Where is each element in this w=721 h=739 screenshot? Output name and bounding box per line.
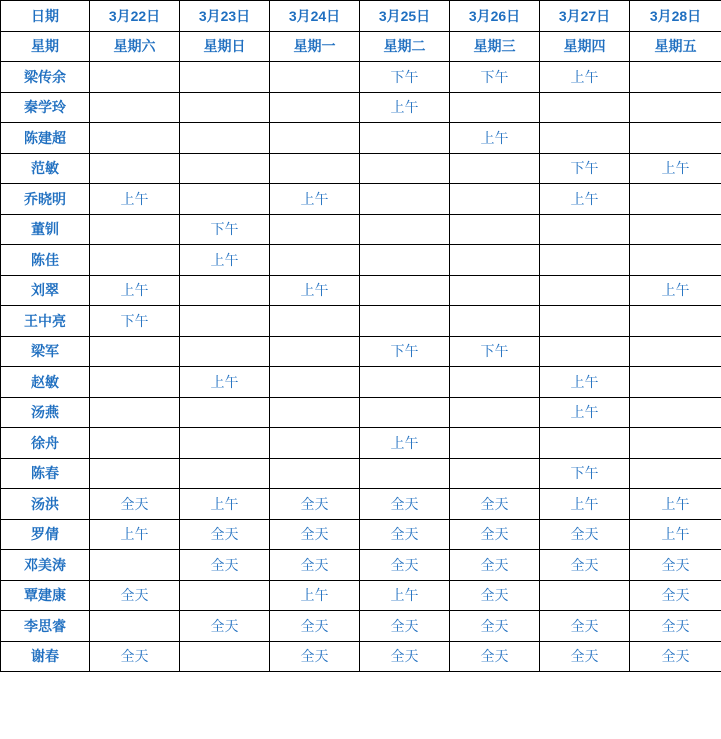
- row-cell: [90, 153, 180, 184]
- header-date-5: 3月26日: [450, 1, 540, 32]
- row-cell: [630, 92, 721, 123]
- row-cell: [630, 458, 721, 489]
- row-name: 陈建超: [1, 123, 90, 154]
- table-row: [1, 367, 721, 398]
- row-cell: 全天: [360, 489, 450, 520]
- row-cell: [360, 306, 450, 337]
- row-cell: 全天: [450, 519, 540, 550]
- row-cell: 上午: [360, 92, 450, 123]
- row-cell: [630, 245, 721, 276]
- row-cell: 下午: [360, 336, 450, 367]
- table-row: [1, 641, 721, 672]
- row-cell: 全天: [630, 580, 721, 611]
- row-name: 李思睿: [1, 611, 90, 642]
- row-cell: 全天: [180, 519, 270, 550]
- header-label-weekday: 星期: [1, 31, 90, 62]
- row-name: 刘翠: [1, 275, 90, 306]
- row-cell: [270, 397, 360, 428]
- row-cell: 上午: [540, 489, 630, 520]
- row-cell: [90, 397, 180, 428]
- row-name: 陈春: [1, 458, 90, 489]
- row-cell: 全天: [360, 641, 450, 672]
- row-cell: 全天: [90, 580, 180, 611]
- row-cell: 全天: [270, 611, 360, 642]
- header-weekday-3: 星期一: [270, 31, 360, 62]
- row-cell: 全天: [630, 641, 721, 672]
- header-date-4: 3月25日: [360, 1, 450, 32]
- row-cell: 上午: [360, 580, 450, 611]
- row-cell: [90, 611, 180, 642]
- row-cell: 下午: [450, 62, 540, 93]
- row-cell: 全天: [270, 641, 360, 672]
- row-name: 梁军: [1, 336, 90, 367]
- row-cell: 上午: [270, 275, 360, 306]
- row-cell: 全天: [450, 550, 540, 581]
- row-cell: 上午: [270, 184, 360, 215]
- header-weekday-5: 星期三: [450, 31, 540, 62]
- row-cell: [180, 306, 270, 337]
- row-cell: [630, 214, 721, 245]
- row-cell: [180, 641, 270, 672]
- row-cell: 全天: [360, 519, 450, 550]
- row-cell: 下午: [90, 306, 180, 337]
- header-date-6: 3月27日: [540, 1, 630, 32]
- row-cell: [540, 92, 630, 123]
- table-row: [1, 336, 721, 367]
- row-name: 范敏: [1, 153, 90, 184]
- table-row: [1, 123, 721, 154]
- row-cell: [540, 123, 630, 154]
- row-cell: [450, 214, 540, 245]
- row-name: 邓美涛: [1, 550, 90, 581]
- row-cell: [450, 367, 540, 398]
- table-row: [1, 397, 721, 428]
- row-cell: [630, 397, 721, 428]
- table-row: [1, 92, 721, 123]
- row-cell: [360, 397, 450, 428]
- row-cell: 上午: [630, 519, 721, 550]
- row-cell: [540, 428, 630, 459]
- header-row-date: [1, 1, 721, 32]
- row-cell: 上午: [630, 489, 721, 520]
- row-cell: 上午: [180, 367, 270, 398]
- header-weekday-2: 星期日: [180, 31, 270, 62]
- row-cell: 全天: [450, 641, 540, 672]
- row-cell: 全天: [270, 519, 360, 550]
- row-name: 梁传余: [1, 62, 90, 93]
- row-cell: [450, 184, 540, 215]
- row-cell: [360, 458, 450, 489]
- row-cell: 全天: [360, 611, 450, 642]
- row-name: 王中亮: [1, 306, 90, 337]
- row-cell: [180, 458, 270, 489]
- row-cell: 上午: [630, 153, 721, 184]
- header-weekday-6: 星期四: [540, 31, 630, 62]
- row-name: 赵敏: [1, 367, 90, 398]
- row-cell: [270, 336, 360, 367]
- header-date-7: 3月28日: [630, 1, 721, 32]
- header-row-weekday: [1, 31, 721, 62]
- row-cell: 全天: [270, 550, 360, 581]
- row-cell: [180, 92, 270, 123]
- row-cell: 下午: [450, 336, 540, 367]
- row-cell: [630, 428, 721, 459]
- row-cell: 上午: [540, 397, 630, 428]
- schedule-body: [1, 1, 721, 672]
- row-cell: [360, 214, 450, 245]
- table-row: [1, 428, 721, 459]
- row-cell: [450, 245, 540, 276]
- table-row: [1, 214, 721, 245]
- row-cell: 上午: [180, 489, 270, 520]
- row-cell: [270, 245, 360, 276]
- row-cell: 上午: [90, 275, 180, 306]
- row-cell: [270, 306, 360, 337]
- row-cell: [90, 336, 180, 367]
- header-label-date: 日期: [1, 1, 90, 32]
- table-row: [1, 580, 721, 611]
- row-cell: 上午: [540, 184, 630, 215]
- row-cell: [360, 123, 450, 154]
- table-row: [1, 519, 721, 550]
- row-cell: [450, 428, 540, 459]
- table-row: [1, 550, 721, 581]
- row-name: 乔晓明: [1, 184, 90, 215]
- row-cell: 全天: [540, 611, 630, 642]
- row-name: 覃建康: [1, 580, 90, 611]
- row-cell: [540, 336, 630, 367]
- row-cell: [450, 397, 540, 428]
- row-cell: 全天: [450, 580, 540, 611]
- row-cell: [540, 245, 630, 276]
- row-cell: [450, 92, 540, 123]
- table-row: [1, 489, 721, 520]
- row-cell: [360, 275, 450, 306]
- row-cell: 全天: [270, 489, 360, 520]
- row-name: 董钏: [1, 214, 90, 245]
- row-cell: [90, 123, 180, 154]
- row-cell: 上午: [630, 275, 721, 306]
- table-row: [1, 611, 721, 642]
- row-cell: [270, 62, 360, 93]
- row-cell: 下午: [540, 458, 630, 489]
- row-cell: [270, 458, 360, 489]
- row-cell: [360, 367, 450, 398]
- row-cell: [90, 550, 180, 581]
- row-name: 秦学玲: [1, 92, 90, 123]
- row-cell: 全天: [540, 641, 630, 672]
- row-cell: 下午: [180, 214, 270, 245]
- row-cell: 上午: [270, 580, 360, 611]
- row-cell: 全天: [540, 519, 630, 550]
- row-cell: [630, 62, 721, 93]
- row-name: 陈佳: [1, 245, 90, 276]
- row-cell: 全天: [90, 641, 180, 672]
- table-row: [1, 275, 721, 306]
- row-cell: [270, 428, 360, 459]
- table-row: [1, 153, 721, 184]
- row-cell: [90, 458, 180, 489]
- header-date-3: 3月24日: [270, 1, 360, 32]
- row-cell: 上午: [90, 519, 180, 550]
- row-cell: 全天: [180, 550, 270, 581]
- header-weekday-4: 星期二: [360, 31, 450, 62]
- row-name: 徐舟: [1, 428, 90, 459]
- row-cell: [360, 153, 450, 184]
- row-cell: [540, 306, 630, 337]
- row-cell: [90, 367, 180, 398]
- header-date-2: 3月23日: [180, 1, 270, 32]
- row-cell: [450, 306, 540, 337]
- header-weekday-1: 星期六: [90, 31, 180, 62]
- row-cell: 下午: [540, 153, 630, 184]
- row-cell: [630, 306, 721, 337]
- row-cell: 全天: [450, 611, 540, 642]
- row-cell: [450, 275, 540, 306]
- row-cell: 全天: [630, 550, 721, 581]
- table-row: [1, 458, 721, 489]
- row-cell: 全天: [180, 611, 270, 642]
- row-cell: [360, 184, 450, 215]
- row-cell: [630, 184, 721, 215]
- row-cell: [90, 428, 180, 459]
- row-cell: [630, 367, 721, 398]
- header-weekday-7: 星期五: [630, 31, 721, 62]
- row-cell: [270, 214, 360, 245]
- row-cell: 全天: [540, 550, 630, 581]
- row-cell: 上午: [540, 367, 630, 398]
- table-row: [1, 62, 721, 93]
- row-cell: 上午: [90, 184, 180, 215]
- row-cell: [540, 580, 630, 611]
- row-cell: [180, 428, 270, 459]
- row-cell: [180, 397, 270, 428]
- row-cell: [270, 367, 360, 398]
- row-cell: 上午: [180, 245, 270, 276]
- row-name: 罗倩: [1, 519, 90, 550]
- row-cell: [90, 214, 180, 245]
- row-cell: [540, 275, 630, 306]
- row-cell: [270, 123, 360, 154]
- row-cell: [270, 92, 360, 123]
- row-cell: [180, 275, 270, 306]
- table-row: [1, 306, 721, 337]
- row-cell: [180, 184, 270, 215]
- row-cell: 全天: [90, 489, 180, 520]
- row-cell: [180, 62, 270, 93]
- row-cell: [360, 245, 450, 276]
- row-cell: 上午: [360, 428, 450, 459]
- table-row: [1, 184, 721, 215]
- row-name: 汤洪: [1, 489, 90, 520]
- row-cell: [540, 214, 630, 245]
- row-cell: [450, 458, 540, 489]
- row-cell: 上午: [540, 62, 630, 93]
- row-name: 谢春: [1, 641, 90, 672]
- row-cell: 上午: [450, 123, 540, 154]
- row-cell: [450, 153, 540, 184]
- header-date-1: 3月22日: [90, 1, 180, 32]
- table-row: [1, 245, 721, 276]
- row-cell: 下午: [360, 62, 450, 93]
- row-cell: [180, 153, 270, 184]
- row-cell: [90, 62, 180, 93]
- row-cell: [180, 336, 270, 367]
- row-cell: [180, 123, 270, 154]
- row-cell: [90, 245, 180, 276]
- row-name: 汤燕: [1, 397, 90, 428]
- row-cell: 全天: [360, 550, 450, 581]
- row-cell: [180, 580, 270, 611]
- row-cell: [270, 153, 360, 184]
- row-cell: 全天: [630, 611, 721, 642]
- row-cell: [630, 336, 721, 367]
- row-cell: [90, 92, 180, 123]
- row-cell: 全天: [450, 489, 540, 520]
- row-cell: [630, 123, 721, 154]
